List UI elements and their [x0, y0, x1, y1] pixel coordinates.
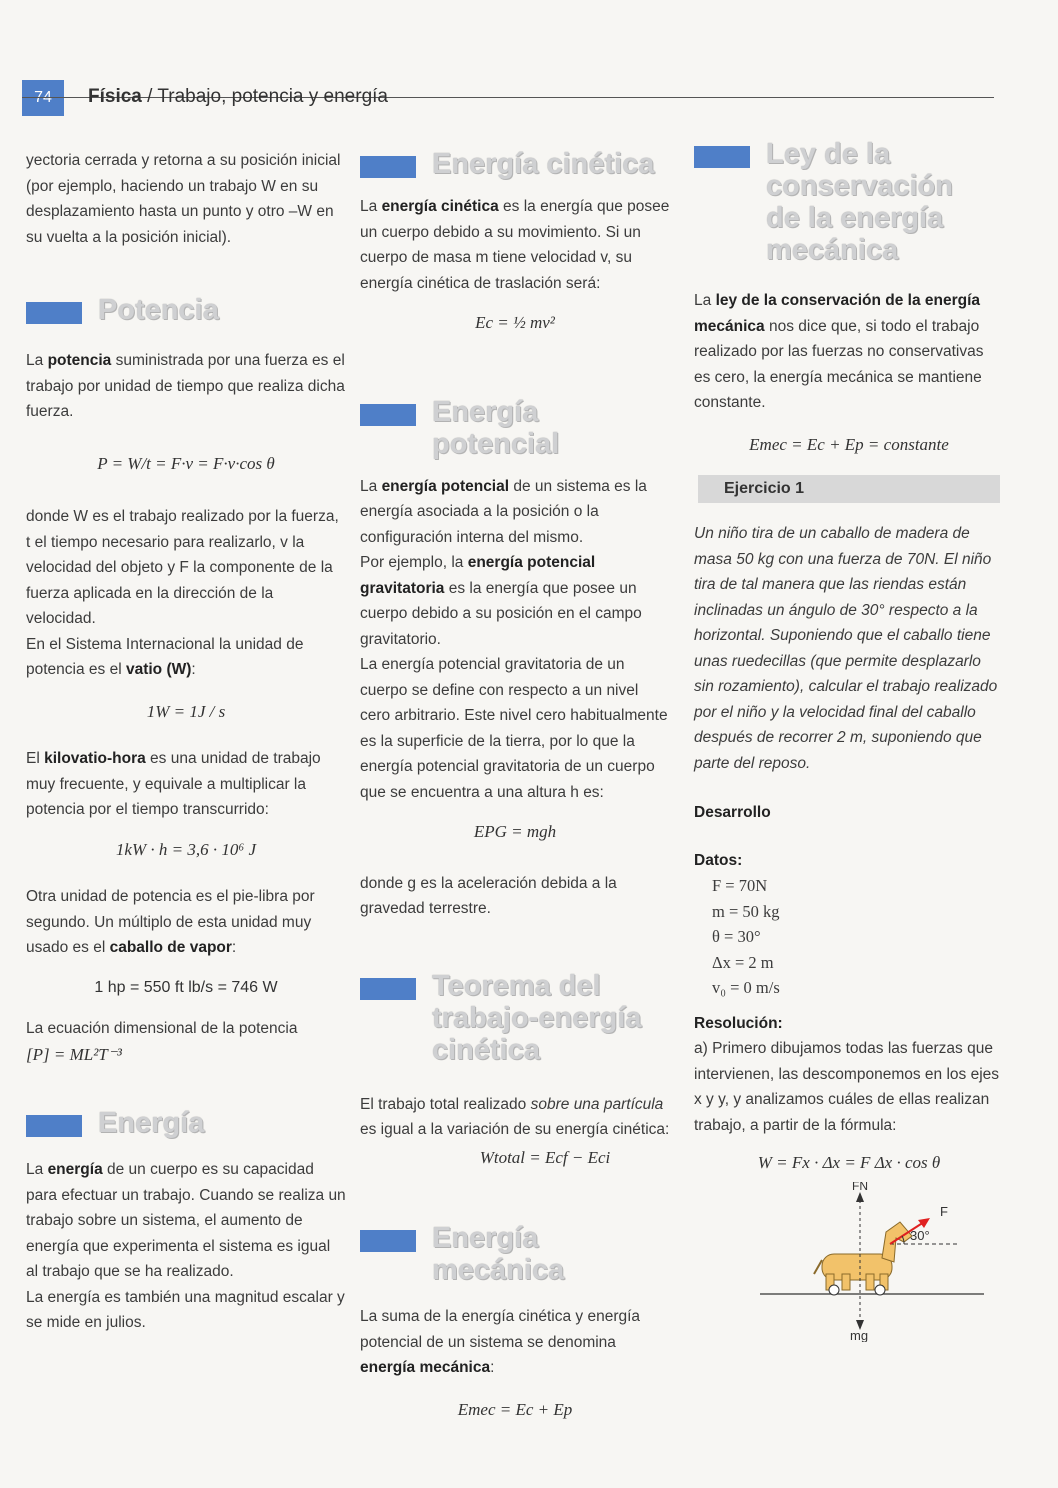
section-title-ley: Ley de la conservación de la energía mecánica	[766, 138, 953, 266]
section-title-mecanica: Energía mecánica	[432, 1222, 565, 1286]
intro-paragraph: yectoria cerrada y retorna a su posición inicial (por ejemplo, haciendo un trabajo W en su desplazamiento hasta un punto y otro –W en su vuelta a la posición inicial).	[26, 152, 341, 246]
angle-label: 30°	[910, 1227, 930, 1243]
section-marker	[26, 302, 82, 324]
energia-definition: La energía de un cuerpo es su capacidad para efectuar un trabajo. Cuando se realiza un trabajo sobre un sistema, el aumento de energía que experimenta el sistema es igual al trabajo que se ha realizado.	[26, 1161, 346, 1280]
ejercicio-statement: Un niño tira de un caballo de madera de masa 50 kg con una fuerza de 70N. El niño tira de tal manera que las riendas están inclinadas un ángulo de 30° respecto a la horizontal. Suponiendo que el caballo tiene unas ruedecillas (que permite desplazarlo sin rozamiento), calcular el trabajo realizado por el niño y la velocidad final del caballo después de recorrer 2 m, suponiendo que parte del reposo.	[694, 525, 998, 772]
potencia-definition: La potencia suministrada por una fuerza es el trabajo por unidad de tiempo que realiza dicha fuerza.	[26, 352, 345, 420]
datos-item: Δx = 2 m	[712, 952, 774, 972]
potencial-formula: EPG = mgh	[473, 822, 557, 841]
horse-figure	[814, 1222, 912, 1295]
datos-list	[694, 873, 1004, 1001]
section-marker	[694, 146, 750, 168]
ley-paragraph: La ley de la conservación de la energía mecánica nos dice que, si todo el trabajo realizado por las fuerzas no conservativas es cero, la energía mecánica se mantiene constante.	[694, 292, 984, 411]
f-label: F	[940, 1203, 948, 1219]
ecuacion-paragraph: La ecuación dimensional de la potencia	[26, 1020, 298, 1037]
cinetica-paragraph: La energía cinética es la energía que posee un cuerpo debido a su movimiento. Si un cuerpo de masa m tiene velocidad v, su energía cinética de traslación será:	[360, 198, 670, 292]
resolucion-paragraph: a) Primero dibujamos todas las fuerzas que intervienen, las descomponemos en los ejes x y y, y analizamos cuáles de ellas realizan trabajo, a partir de la fórmula:	[694, 1040, 1000, 1134]
mecanica-paragraph: La suma de la energía cinética y energía potencial de un sistema se denomina energía mecánica:	[360, 1308, 641, 1376]
section-header-potencia	[26, 294, 346, 326]
section-marker	[360, 1230, 416, 1252]
section-header-cinetica	[360, 148, 670, 180]
resolucion-formula: W = Fx · Δx = F Δx · cos θ	[757, 1153, 941, 1172]
energia-unit-paragraph: La energía es también una magnitud escalar y se mide en julios.	[26, 1288, 345, 1331]
ejercicio-label: Ejercicio 1	[698, 475, 1000, 503]
section-marker	[360, 404, 416, 426]
section-title-potencia: Potencia	[98, 294, 219, 326]
horse-force-diagram	[754, 1182, 1004, 1342]
desarrollo-label: Desarrollo	[694, 804, 771, 821]
section-header-potencial	[360, 396, 670, 460]
wheel	[829, 1285, 839, 1295]
header-separator: /	[141, 86, 158, 107]
datos-item: θ = 30°	[712, 927, 761, 946]
section-marker	[26, 1115, 82, 1137]
ley-formula: Emec = Ec + Ep = constante	[749, 434, 949, 454]
cinetica-formula: Ec = ½ mv²	[475, 313, 555, 332]
fn-label: FN	[852, 1181, 868, 1193]
header-subject: Física	[88, 86, 142, 107]
resolucion-label: Resolución:	[694, 1014, 783, 1032]
ecuacion-formula: [P] = ML²T⁻³	[26, 1044, 122, 1064]
section-title-potencial: Energía potencial	[432, 395, 560, 460]
watt-formula: 1W = 1J / s	[146, 701, 226, 721]
horse-leg	[866, 1274, 874, 1290]
potencia-formula: P = W/t = F·v = F·v·cos θ	[97, 453, 275, 473]
page-header	[22, 76, 994, 118]
teorema-paragraph: El trabajo total realizado sobre una partícula es igual a la variación de su energía cinética:	[360, 1095, 670, 1138]
hp-formula: 1 hp = 550 ft lb/s = 746 W	[94, 978, 278, 996]
pie-libra-paragraph: Otra unidad de potencia es el pie-libra por segundo. Un múltiplo de esta unidad muy usado es el caballo de vapor:	[26, 888, 315, 956]
wheel	[875, 1285, 885, 1295]
horse-head	[882, 1222, 912, 1262]
datos-item: m = 50 kg	[712, 901, 780, 921]
force-arrowhead	[918, 1218, 930, 1228]
teorema-formula: Wtotal = Ecf − Eci	[479, 1147, 611, 1167]
kwh-formula: 1kW · h = 3,6 · 10⁶ J	[115, 839, 257, 859]
fn-arrowhead	[856, 1192, 864, 1202]
donde-paragraph: donde W es el trabajo realizado por la fuerza, t el tiempo necesario para realizarlo, v la velocidad del objeto y F la componente de la fuerza aplicada en la dirección de la velocidad.	[26, 508, 339, 627]
header-title	[88, 86, 388, 108]
mg-label: mg	[850, 1327, 869, 1342]
potencial-definition: La energía potencial de un sistema es la energía asociada a la posición o la configuración interna del mismo.	[360, 477, 647, 546]
header-topic: Trabajo, potencia y energía	[157, 86, 388, 107]
section-header-teorema	[360, 970, 670, 1066]
si-unit-paragraph: En el Sistema Internacional la unidad de potencia es el vatio (W):	[26, 635, 304, 678]
column-1	[26, 148, 346, 1336]
mecanica-formula: Emec = Ec + Ep	[457, 1399, 573, 1419]
horse-tail	[814, 1260, 822, 1274]
gravedad-paragraph: donde g es la aceleración debida a la gravedad terrestre.	[360, 874, 617, 917]
section-title-cinetica: Energía cinética	[432, 148, 655, 180]
page-number: 74	[22, 80, 64, 116]
potencial-nivel-paragraph: La energía potencial gravitatoria de un cuerpo se define con respecto a un nivel cero arbitrario. Este nivel cero habitualmente es la superficie de la tierra, por lo que la energía potencial gravitatoria de un cuerpo que se encuentra a una altura h es:	[360, 656, 668, 801]
section-marker	[360, 978, 416, 1000]
column-3	[694, 138, 1004, 1342]
section-header-ley	[694, 138, 1004, 266]
section-header-energia	[26, 1107, 346, 1139]
section-header-mecanica	[360, 1222, 670, 1286]
section-marker	[360, 156, 416, 178]
datos-item: F = 70N	[712, 876, 768, 895]
horse-leg	[842, 1274, 850, 1290]
kwh-paragraph: El kilovatio-hora es una unidad de trabajo muy frecuente, y equivale a multiplicar la potencia por el tiempo transcurrido:	[26, 750, 321, 818]
datos-label: Datos:	[694, 851, 743, 869]
potencial-gravitatoria-paragraph: Por ejemplo, la energía potencial gravitatoria es la energía que posee un cuerpo debido a su posición en el campo gravitatorio.	[360, 554, 642, 648]
section-title-energia: Energía	[98, 1107, 205, 1139]
section-title-teorema: Teorema del trabajo-energía cinética	[432, 969, 642, 1066]
column-2	[360, 148, 670, 1422]
datos-item: v₀ = 0 m/s	[712, 978, 780, 997]
